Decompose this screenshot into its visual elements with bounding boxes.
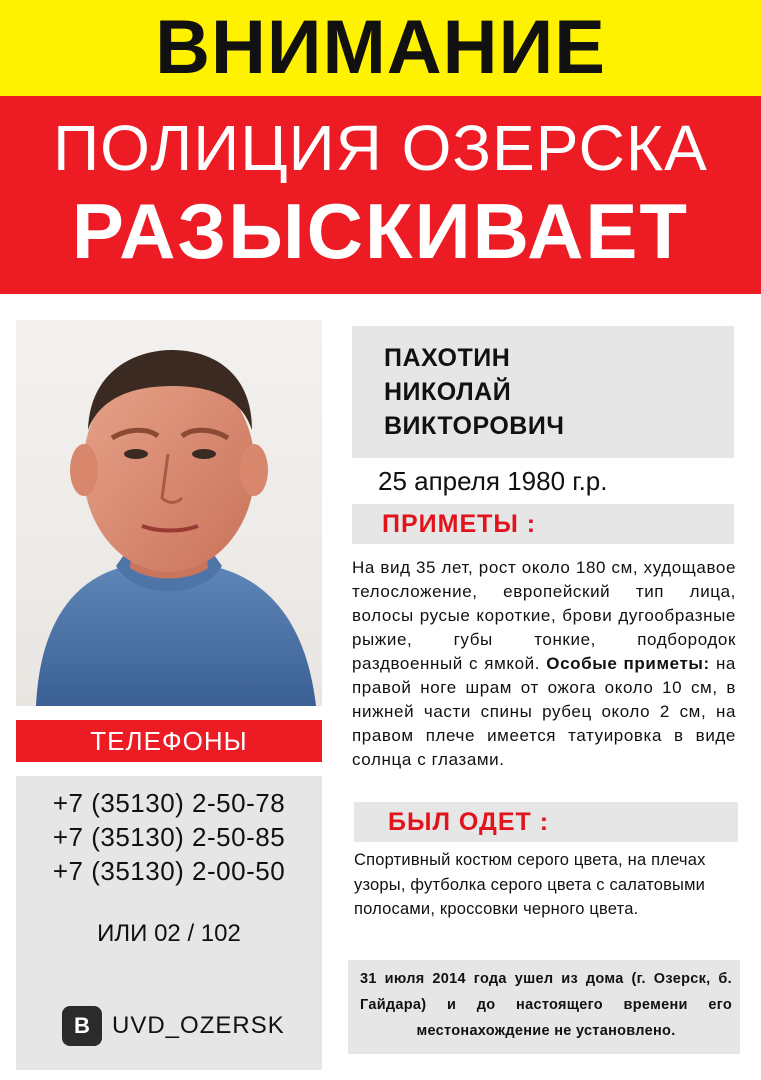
first-name: НИКОЛАЙ	[384, 378, 512, 406]
suspect-photo	[16, 320, 322, 706]
patronymic: ВИКТОРОВИЧ	[384, 412, 565, 440]
surname: ПАХОТИН	[384, 344, 511, 372]
phone-number-1[interactable]: +7 (35130) 2-50-78	[52, 788, 286, 818]
attention-banner	[0, 0, 761, 96]
signs-title: ПРИМЕТЫ :	[382, 510, 537, 538]
disappearance-note: 31 июля 2014 года ушел из дома (г. Озерск, б. Гайдара) и до настоящего времени его местонахождение не установлено.	[360, 971, 732, 1039]
vk-handle[interactable]: UVD_OZERSK	[112, 1012, 285, 1039]
clothes-title: БЫЛ ОДЕТ :	[388, 808, 550, 836]
phone-number-2[interactable]: +7 (35130) 2-50-85	[52, 822, 286, 852]
clothes-description: Спортивный костюм серого цвета, на плечах узоры, футболка серого цвета с салатовыми полосами, кроссовки черного цвета.	[354, 851, 706, 918]
attention-title: ВНИМАНИЕ	[155, 5, 606, 90]
police-banner	[0, 96, 761, 294]
phones-title: ТЕЛЕФОНЫ	[90, 726, 248, 756]
police-title: ПОЛИЦИЯ ОЗЕРСКА	[53, 112, 708, 184]
suspect-photo-image	[16, 320, 322, 706]
wanted-title: РАЗЫСКИВАЕТ	[71, 187, 690, 275]
signs-description	[352, 556, 736, 772]
birth-date: 25 апреля 1980 г.р.	[378, 466, 608, 496]
alternative-phones: ИЛИ 02 / 102	[97, 920, 241, 947]
signs-text: На вид 35 лет, рост около 180 см, худощавое телосложение, европейский тип лица, волосы русые короткие, брови дугообразные рыжие, губы тонкие, подбородок раздвоенный с ямкой.	[352, 558, 736, 673]
special-signs-text: на правой ноге шрам от ожога около 10 см, в нижней части спины рубец около 2 см, на правом плече имеется татуировка в виде солнца с глазами.	[352, 654, 736, 769]
vk-icon-letter: B	[74, 1013, 90, 1038]
vk-icon[interactable]	[62, 1006, 102, 1046]
phone-number-3[interactable]: +7 (35130) 2-00-50	[52, 856, 286, 886]
special-signs-label: Особые приметы:	[546, 654, 710, 673]
